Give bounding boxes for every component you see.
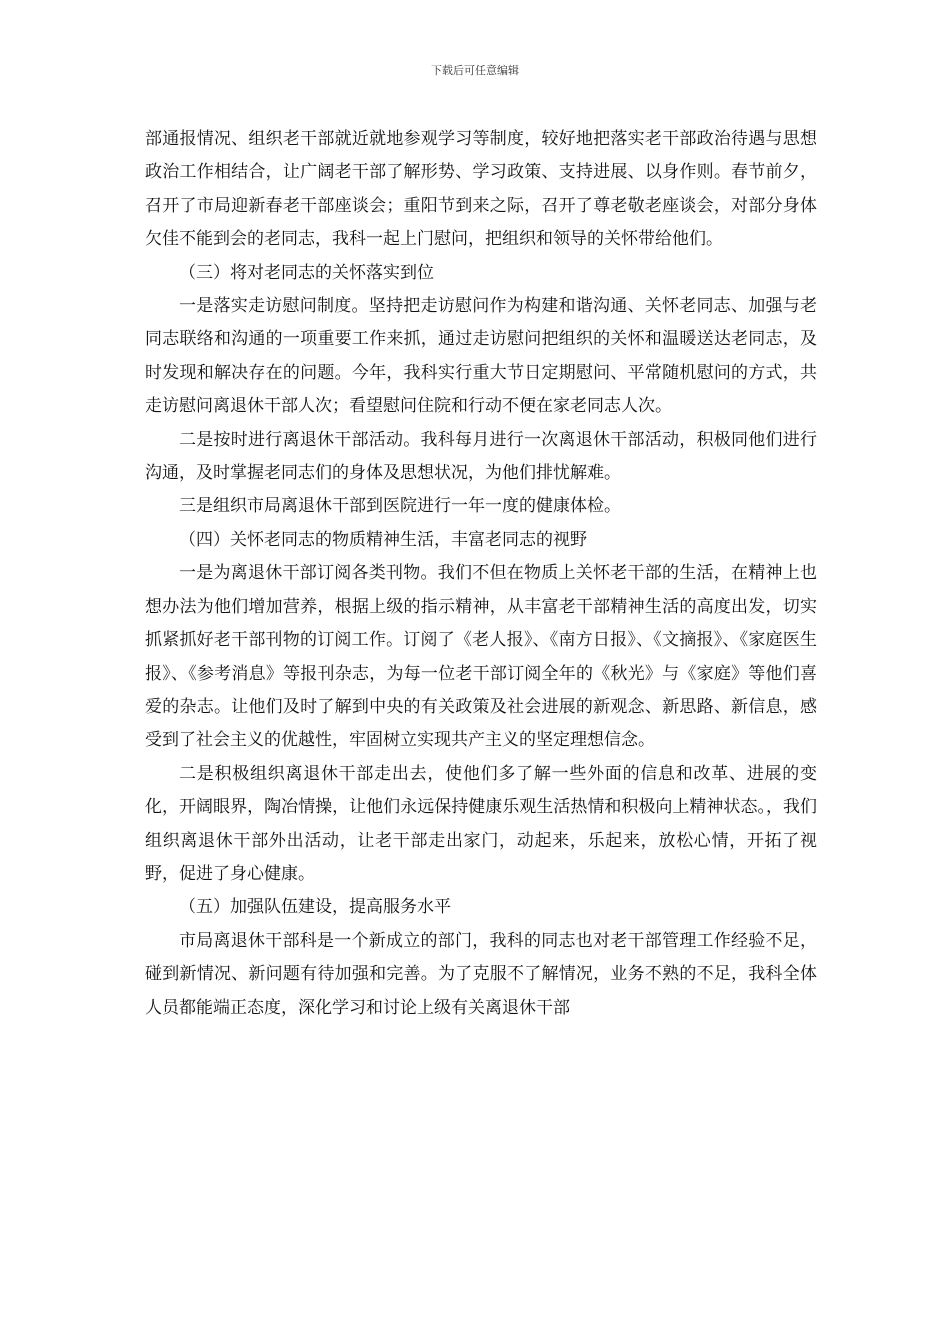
paragraph-4: 三是组织市局离退休干部到医院进行一年一度的健康体检。 [179, 496, 621, 517]
section-heading-4: （四）关怀老同志的物质精神生活，丰富老同志的视野 [179, 529, 587, 550]
page-header: 下载后可任意编辑 [431, 64, 519, 77]
document-body [145, 123, 817, 1025]
paragraph-6: 二是积极组织离退休干部走出去，使他们多了解一些外面的信息和改革、进展的变化，开阔眼界，陶冶情操，让他们永远保持健康乐观生活热情和积极向上精神状态。，我们组织离退休干部外出活动，让老干部走出家门，动起来，乐起来，放松心情，开拓了视野，促进了身心健康。 [145, 763, 817, 884]
section-heading-3: （三）将对老同志的关怀落实到位 [179, 262, 434, 283]
section-heading-5: （五）加强队伍建设，提高服务水平 [179, 897, 451, 918]
paragraph-1: 部通报情况、组织老干部就近就地参观学习等制度，较好地把落实老干部政治待遇与思想政治工作相结合，让广阔老干部了解形势、学习政策、支持进展、以身作则。春节前夕，召开了市局迎新春老干部座谈会；重阳节到来之际，召开了尊老敬老座谈会，对部分身体欠佳不能到会的老同志，我科一起上门慰问，把组织和领导的关怀带给他们。 [145, 129, 817, 250]
paragraph-5: 一是为离退休干部订阅各类刊物。我们不但在物质上关怀老干部的生活，在精神上也想办法为他们增加营养，根据上级的指示精神，从丰富老干部精神生活的高度出发，切实抓紧抓好老干部刊物的订阅工作。订阅了《老人报》、《南方日报》、《文摘报》、《家庭医生报》、《参考消息》等报刊杂志，为每一位老干部订阅全年的《秋光》与《家庭》等他们喜爱的杂志。让他们及时了解到中央的有关政策及社会进展的新观念、新思路、新信息，感受到了社会主义的优越性，牢固树立实现共产主义的坚定理想信念。 [145, 563, 817, 751]
paragraph-7: 市局离退休干部科是一个新成立的部门，我科的同志也对老干部管理工作经验不足，碰到新情况、新问题有待加强和完善。为了克服不了解情况，业务不熟的不足，我科全体人员都能端正态度，深化学习和讨论上级有关离退休干部 [145, 930, 817, 1018]
paragraph-3: 二是按时进行离退休干部活动。我科每月进行一次离退休干部活动，积极同他们进行沟通，及时掌握老同志们的身体及思想状况，为他们排忧解难。 [145, 429, 817, 484]
paragraph-2: 一是落实走访慰问制度。坚持把走访慰问作为构建和谐沟通、关怀老同志、加强与老同志联络和沟通的一项重要工作来抓，通过走访慰问把组织的关怀和温暖送达老同志，及时发现和解决存在的问题。今年，我科实行重大节日定期慰问、平常随机慰问的方式，共走访慰问离退休干部人次；看望慰问住院和行动不便在家老同志人次。 [145, 296, 817, 417]
